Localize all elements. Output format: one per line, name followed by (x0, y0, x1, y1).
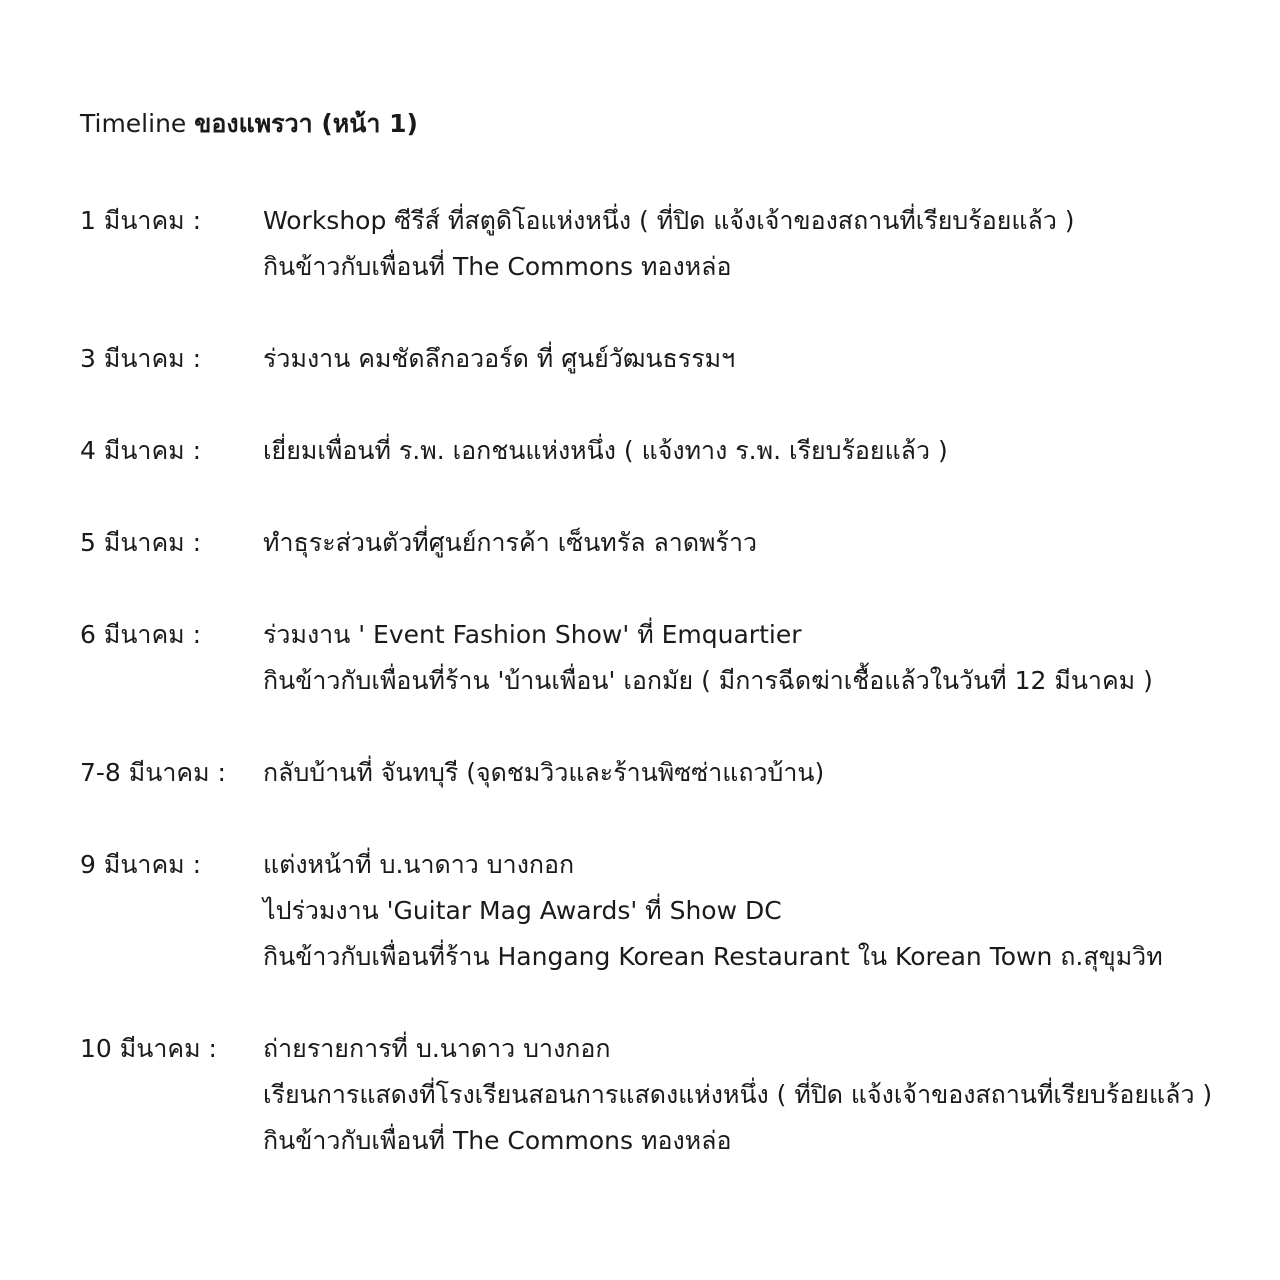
timeline-entry (80, 520, 1260, 566)
timeline-entry (80, 612, 1260, 704)
entry-line: ไปร่วมงาน 'Guitar Mag Awards' ที่ Show DC (263, 896, 782, 925)
entry-line: กินข้าวกับเพื่อนที่ร้าน Hangang Korean Restaurant ใน Korean Town ถ.สุขุมวิท (263, 942, 1163, 971)
timeline-entry (80, 428, 1260, 474)
entry-lines (263, 520, 1260, 566)
timeline-entry (80, 198, 1260, 290)
entry-date: 4 มีนาคม : (80, 436, 202, 465)
entry-line: Workshop ซีรีส์ ที่สตูดิโอแห่งหนึ่ง ( ที่ปิด แจ้งเจ้าของสถานที่เรียบร้อยแล้ว ) (263, 206, 1075, 235)
entry-lines (263, 842, 1260, 980)
timeline-document (80, 104, 1260, 1210)
timeline-entry (80, 1026, 1260, 1164)
entry-date: 9 มีนาคม : (80, 850, 202, 879)
entry-line: กินข้าวกับเพื่อนที่ The Commons ทองหล่อ (263, 1126, 732, 1155)
entry-date: 5 มีนาคม : (80, 528, 202, 557)
timeline-entry (80, 336, 1260, 382)
entry-date: 10 มีนาคม : (80, 1034, 217, 1063)
entry-line: ทำธุระส่วนตัวที่ศูนย์การค้า เซ็นทรัล ลาดพร้าว (263, 528, 758, 557)
page-title (80, 104, 1260, 144)
entry-line: ถ่ายรายการที่ บ.นาดาว บางกอก (263, 1034, 611, 1063)
entry-date: 3 มีนาคม : (80, 344, 202, 373)
entry-lines (263, 750, 1260, 796)
entry-line: เรียนการแสดงที่โรงเรียนสอนการแสดงแห่งหนึ่ง ( ที่ปิด แจ้งเจ้าของสถานที่เรียบร้อยแล้ว ) (263, 1080, 1213, 1109)
entry-line: เยี่ยมเพื่อนที่ ร.พ. เอกชนแห่งหนึ่ง ( แจ้งทาง ร.พ. เรียบร้อยแล้ว ) (263, 436, 948, 465)
timeline-entry (80, 842, 1260, 980)
entry-date: 1 มีนาคม : (80, 206, 202, 235)
entry-line: แต่งหน้าที่ บ.นาดาว บางกอก (263, 850, 575, 879)
entry-line: กินข้าวกับเพื่อนที่ร้าน 'บ้านเพื่อน' เอกมัย ( มีการฉีดฆ่าเชื้อแล้วในวันที่ 12 มีนาคม ) (263, 666, 1153, 695)
entry-lines (263, 428, 1260, 474)
timeline-entry (80, 750, 1260, 796)
title-rest: ของแพรวา (หน้า 1) (194, 109, 418, 138)
entry-lines (263, 198, 1260, 290)
entry-lines (263, 1026, 1260, 1164)
entry-line: กินข้าวกับเพื่อนที่ The Commons ทองหล่อ (263, 252, 732, 281)
entry-line: กลับบ้านที่ จันทบุรี (จุดชมวิวและร้านพิซซ่าแถวบ้าน) (263, 758, 825, 787)
entry-line: ร่วมงาน ' Event Fashion Show' ที่ Emquartier (263, 620, 802, 649)
entry-date: 6 มีนาคม : (80, 620, 202, 649)
entry-lines (263, 336, 1260, 382)
title-prefix: Timeline (80, 109, 187, 138)
entry-line: ร่วมงาน คมชัดลึกอวอร์ด ที่ ศูนย์วัฒนธรรมฯ (263, 344, 736, 373)
entry-date: 7-8 มีนาคม : (80, 758, 226, 787)
entry-lines (263, 612, 1260, 704)
